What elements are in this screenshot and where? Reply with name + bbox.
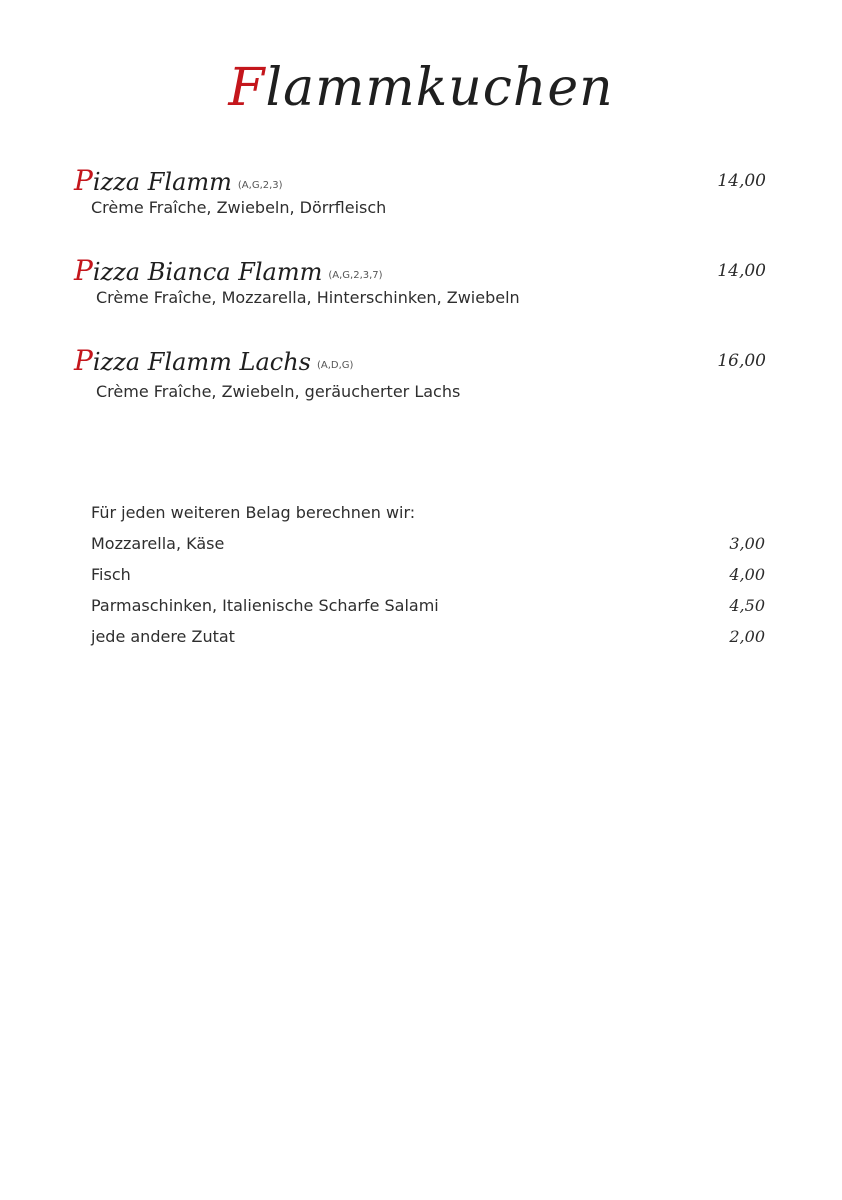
menu-item-initial: P xyxy=(74,344,93,377)
menu-item-name xyxy=(74,166,283,201)
menu-item-name xyxy=(74,256,383,291)
title-initial: F xyxy=(228,58,266,118)
menu-item-pizza-bianca-flamm xyxy=(0,256,842,316)
menu-item-name-rest: izza Flamm xyxy=(92,168,232,196)
menu-item-initial: P xyxy=(74,254,93,287)
extra-topping-row xyxy=(0,565,842,591)
extra-topping-price: 4,00 xyxy=(729,565,765,584)
menu-item-price: 14,00 xyxy=(717,171,766,191)
menu-item-name-rest: izza Bianca Flamm xyxy=(92,258,323,286)
menu-item-description: Crème Fraîche, Zwiebeln, Dörrfleisch xyxy=(91,198,387,217)
title-rest: lammkuchen xyxy=(265,58,614,118)
menu-item-pizza-flamm-lachs xyxy=(0,346,842,406)
menu-item-description: Crème Fraîche, Zwiebeln, geräucherter Lachs xyxy=(96,382,461,401)
menu-item-price: 16,00 xyxy=(717,351,766,371)
menu-item-name xyxy=(74,346,353,381)
extra-topping-label: Parmaschinken, Italienische Scharfe Salami xyxy=(91,596,439,615)
page-title xyxy=(0,58,842,118)
menu-item-initial: P xyxy=(74,164,93,197)
extra-topping-row xyxy=(0,534,842,560)
allergen-codes: (A,G,2,3) xyxy=(237,180,283,191)
extra-topping-row xyxy=(0,596,842,622)
extra-topping-label: jede andere Zutat xyxy=(91,627,235,646)
extra-topping-price: 2,00 xyxy=(729,627,765,646)
menu-item-pizza-flamm xyxy=(0,166,842,226)
extra-topping-label: Fisch xyxy=(91,565,131,584)
allergen-codes: (A,G,2,3,7) xyxy=(328,270,383,281)
allergen-codes: (A,D,G) xyxy=(317,360,354,371)
extra-topping-price: 4,50 xyxy=(729,596,765,615)
extra-topping-price: 3,00 xyxy=(729,534,765,553)
menu-item-price: 14,00 xyxy=(717,261,766,281)
menu-item-description: Crème Fraîche, Mozzarella, Hinterschinken, Zwiebeln xyxy=(96,288,520,307)
extra-topping-label: Mozzarella, Käse xyxy=(91,534,225,553)
menu-item-name-rest: izza Flamm Lachs xyxy=(92,348,311,376)
extra-topping-row xyxy=(0,627,842,653)
extra-toppings-intro: Für jeden weiteren Belag berechnen wir: xyxy=(91,503,416,522)
